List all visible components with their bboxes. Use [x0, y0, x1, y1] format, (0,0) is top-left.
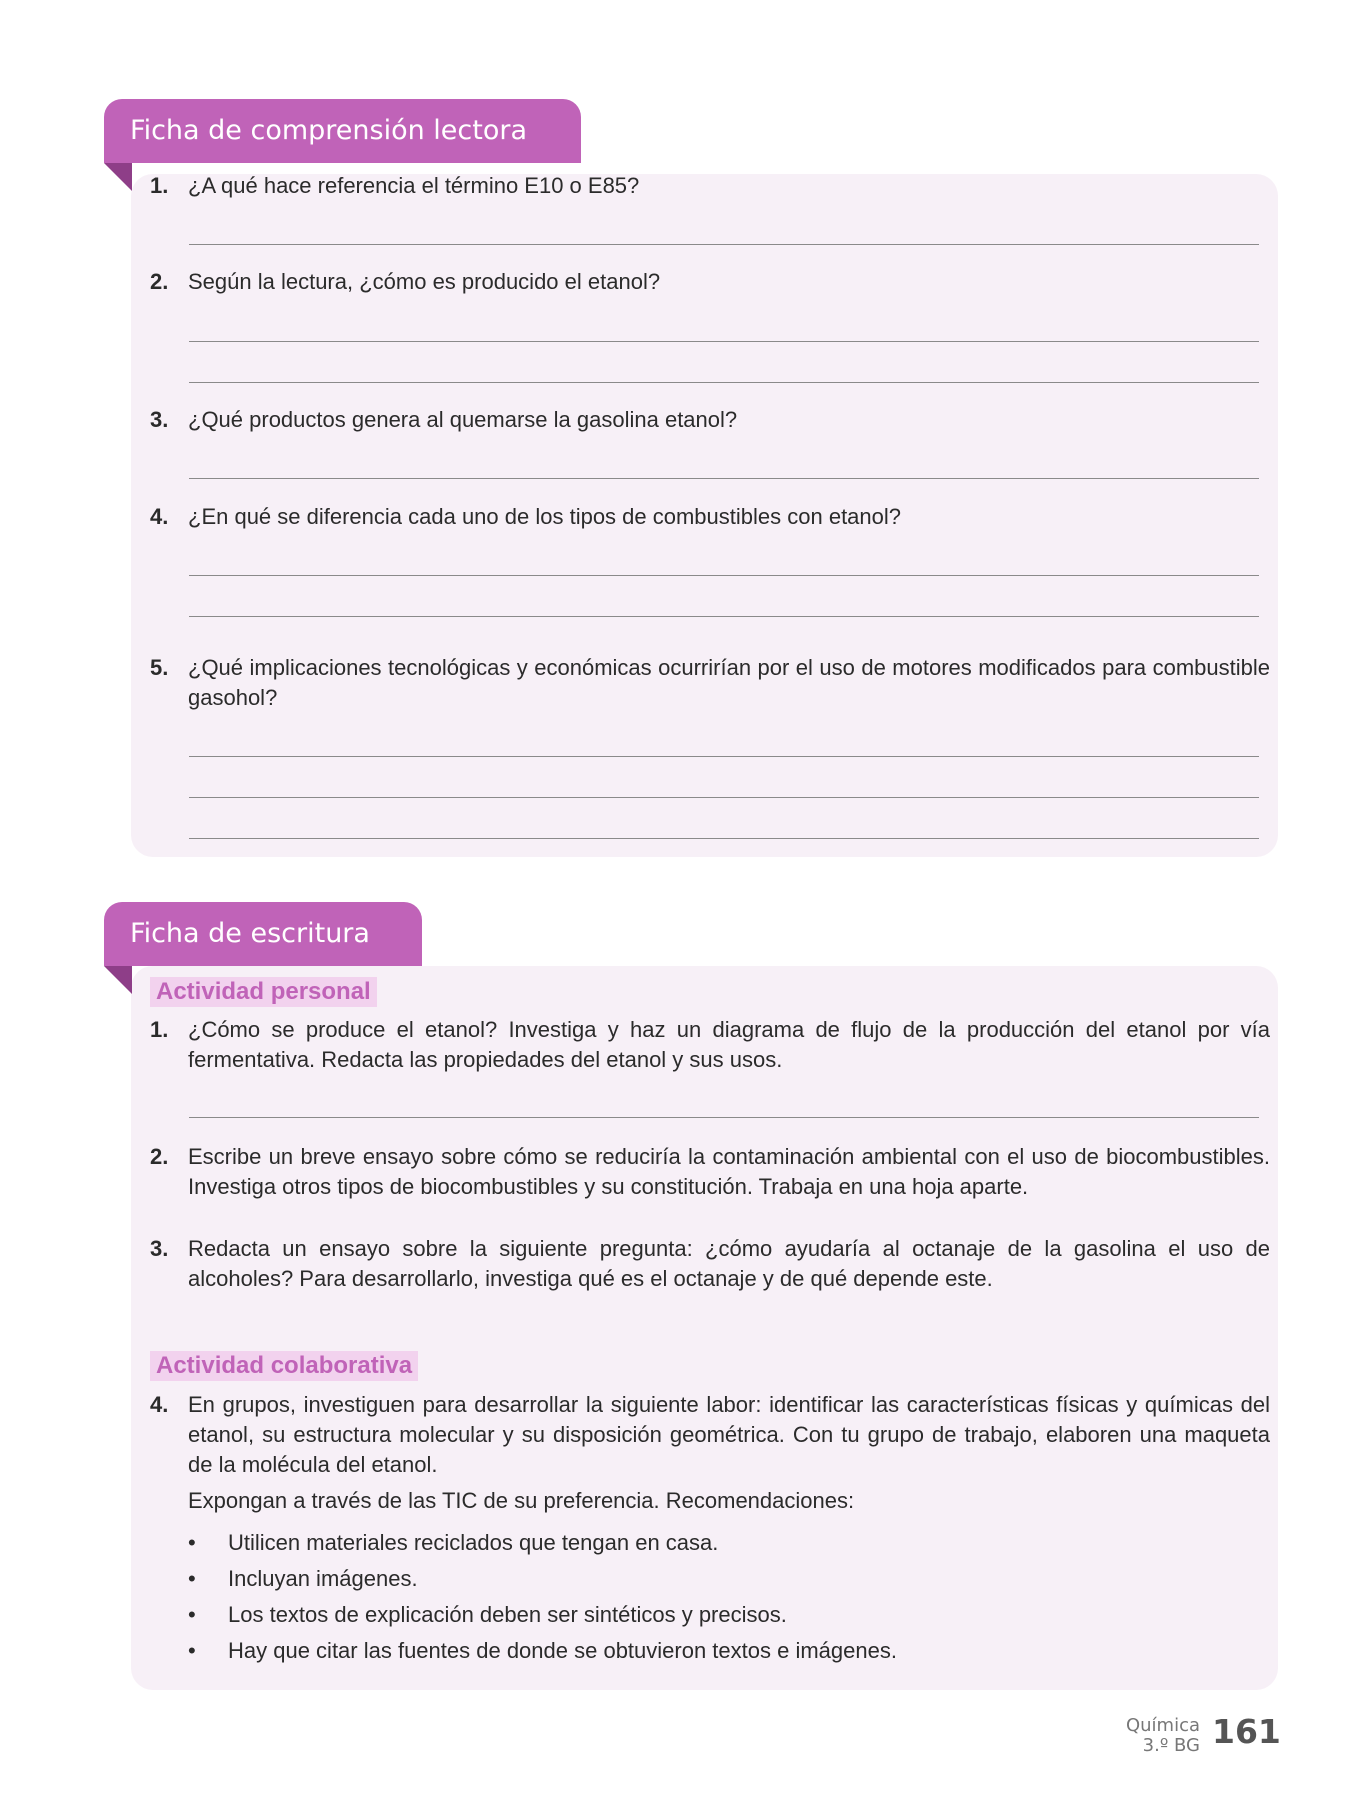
answer-line[interactable] — [189, 382, 1259, 383]
actividad-personal-heading: Actividad personal — [150, 977, 377, 1007]
escritura-title-tab: Ficha de escritura — [104, 902, 422, 966]
item-text: ¿Cómo se produce el etanol? Investiga y haz un diagrama de flujo de la producción del etanol por vía fermentativa. Redacta las propiedades del etanol y sus usos. — [188, 1017, 1270, 1072]
answer-line[interactable] — [189, 575, 1259, 576]
question-number: 2. — [150, 269, 169, 294]
item-text: Escribe un breve ensayo sobre cómo se reduciría la contaminación ambiental con el uso de biocombustibles. Investiga otros tipos de biocombustibles y su constitución. Trabaja en una hoja aparte. — [188, 1144, 1270, 1199]
bullet-dot: • — [188, 1566, 196, 1591]
question-text: ¿En qué se diferencia cada uno de los tipos de combustibles con etanol? — [188, 504, 902, 529]
comprension-title-tab: Ficha de comprensión lectora — [104, 99, 581, 163]
comprension-tab-fold — [104, 163, 132, 191]
actividad-colaborativa-heading: Actividad colaborativa — [150, 1351, 418, 1381]
item-number: 2. — [150, 1144, 169, 1169]
escritura-tab-fold — [104, 966, 132, 994]
answer-line[interactable] — [189, 838, 1259, 839]
question-text: ¿Qué productos genera al quemarse la gasolina etanol? — [188, 407, 738, 432]
answer-line[interactable] — [189, 478, 1259, 479]
subject-grade: 3.º BG — [1142, 1735, 1200, 1756]
question-text: ¿Qué implicaciones tecnológicas y económicas ocurrirían por el uso de motores modificados para combustible gasohol? — [188, 655, 1270, 710]
answer-line[interactable] — [189, 797, 1259, 798]
item-number: 3. — [150, 1236, 169, 1261]
intro-text: Expongan a través de las TIC de su preferencia. Recomendaciones: — [188, 1488, 855, 1513]
bullet-text: Hay que citar las fuentes de donde se obtuvieron textos e imágenes. — [228, 1638, 897, 1663]
question-number: 3. — [150, 407, 169, 432]
footer-subject — [1126, 1716, 1200, 1756]
bullet-dot: • — [188, 1530, 196, 1555]
question-number: 1. — [150, 173, 169, 198]
answer-line[interactable] — [189, 244, 1259, 245]
item-number: 1. — [150, 1017, 169, 1042]
bullet-dot: • — [188, 1638, 196, 1663]
item-text: Redacta un ensayo sobre la siguiente pregunta: ¿cómo ayudaría al octanaje de la gasolina el uso de alcoholes? Para desarrollarlo, investiga qué es el octanaje y de qué depende este. — [188, 1236, 1270, 1291]
bullet-text: Utilicen materiales reciclados que tengan en casa. — [228, 1530, 719, 1555]
answer-line[interactable] — [189, 341, 1259, 342]
item-number: 4. — [150, 1392, 169, 1417]
page-number: 161 — [1212, 1712, 1281, 1751]
bullet-text: Incluyan imágenes. — [228, 1566, 418, 1591]
question-text: ¿A qué hace referencia el término E10 o E85? — [188, 173, 640, 198]
question-number: 5. — [150, 655, 169, 680]
question-text: Según la lectura, ¿cómo es producido el etanol? — [188, 269, 661, 294]
bullet-dot: • — [188, 1602, 196, 1627]
item-text: En grupos, investiguen para desarrollar la siguiente labor: identificar las características físicas y químicas del etanol, su estructura molecular y su disposición geométrica. Con tu grupo de trabajo, elaboren una maqueta de la molécula del etanol. — [188, 1392, 1270, 1477]
answer-line[interactable] — [189, 1117, 1259, 1118]
question-number: 4. — [150, 504, 169, 529]
bullet-text: Los textos de explicación deben ser sintéticos y precisos. — [228, 1602, 787, 1627]
answer-line[interactable] — [189, 756, 1259, 757]
answer-line[interactable] — [189, 616, 1259, 617]
subject-name: Química — [1125, 1715, 1200, 1736]
